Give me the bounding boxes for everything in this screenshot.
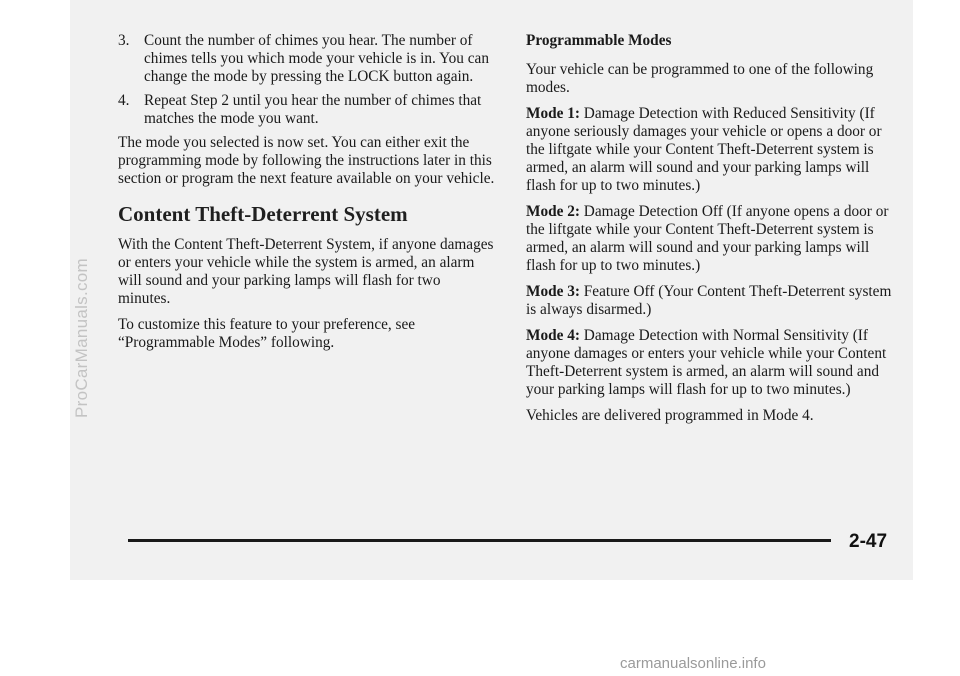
step-number: 4. [118,92,130,109]
section-heading: Content Theft-Deterrent System [118,202,408,226]
step-text: Repeat Step 2 until you hear the number of chimes that matches the mode you want. [144,92,482,127]
mode-entry [526,105,898,195]
step-text: Count the number of chimes you hear. The number of chimes tells you which mode your vehicle is in. You can change the mode by pressing the LOCK button again. [144,32,489,85]
mode-entry [526,327,898,399]
mode-label: Mode 4: [526,327,580,344]
customize-paragraph: To customize this feature to your preference, see “Programmable Modes” following. [118,316,416,351]
mode-description: Damage Detection Off (If anyone opens a door or the liftgate while your Content Theft-Deterrent system is armed, an alarm will sound and your parking lamps will flash for up to two minutes.) [526,203,889,274]
mode-description: Feature Off (Your Content Theft-Deterrent system is always disarmed.) [526,283,892,318]
mode-description: Damage Detection with Reduced Sensitivity (If anyone seriously damages your vehicle or opens a door or the liftgate while your Content Theft-Deterrent system is armed, an alarm will sound and your parking lamps will flash for up to two minutes.) [526,105,882,194]
site-link[interactable]: carmanualsonline.info [620,655,766,672]
step-number: 3. [118,32,130,49]
mode-description: Damage Detection with Normal Sensitivity (If anyone damages or enters your vehicle while your Content Theft-Deterrent system is armed, an alarm will sound and your parking lamps will flash for up to two minutes.) [526,327,887,398]
step-item [118,92,496,128]
mode-set-paragraph: The mode you selected is now set. You can either exit the programming mode by following the instructions later in this section or program the next feature available on your vehicle. [118,134,495,187]
footer-divider [128,539,831,542]
modes-intro: Your vehicle can be programmed to one of the following modes. [526,61,874,96]
page-number: 2-47 [849,531,888,552]
step-item [118,32,496,86]
mode-entry [526,283,898,319]
system-description-paragraph: With the Content Theft-Deterrent System, if anyone damages or enters your vehicle while the system is armed, an alarm will sound and your parking lamps will flash for two minutes. [118,236,494,307]
mode-label: Mode 2: [526,203,580,220]
right-column [526,32,898,433]
mode-label: Mode 1: [526,105,580,122]
mode-label: Mode 3: [526,283,580,300]
left-column [118,32,496,360]
programmable-modes-heading: Programmable Modes [526,32,672,49]
side-watermark: ProCarManuals.com [72,257,91,419]
delivery-note: Vehicles are delivered programmed in Mode 4. [526,407,814,424]
mode-entry [526,203,898,275]
